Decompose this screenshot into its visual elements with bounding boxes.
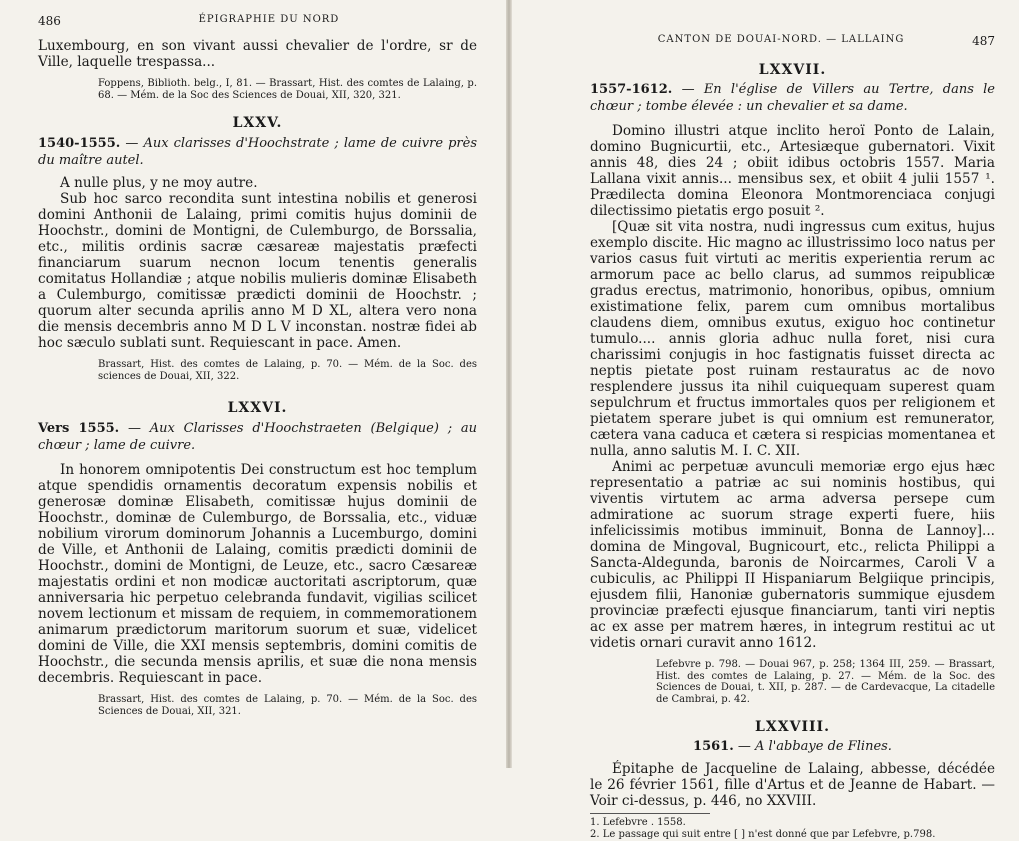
left-page (0, 0, 505, 768)
footnote-separator (590, 813, 710, 814)
entry-76-ref: Brassart, Hist. des comtes de Lalaing, p. 70. — Mém. de la Soc. des Sciences de Douai, XII, 321. (98, 694, 477, 717)
entry-77-date: 1557-1612. (590, 82, 673, 97)
left-page-number: 486 (38, 14, 61, 28)
entry-75-location: — Aux clarisses d'Hoochstrate ; lame de cuivre près du maître autel. (38, 136, 477, 168)
entry-77-location: — En l'église de Villers au Tertre, dans le chœur ; tombe élevée : un chevalier et sa dame. (590, 82, 996, 114)
continued-text: Luxembourg, en son vivant aussi chevalier de l'ordre, sr de Ville, laquelle trespassa... (38, 38, 477, 70)
entry-75-date: 1540-1555. (38, 136, 121, 151)
entry-76-text: In honorem omnipotentis Dei constructum est hoc templum atque spendidis ornamentis decoratum expensis nobilis et generosæ dominæ Elisabeth, comitissæ hujus dominii de Hoochstr., dominæ de Culemburgo, de Borssalia, etc., viduæ nobilium virorum dominorum Johannis a Lucemburgo, domini de Ville, et Anthonii de Lalaing, comitis prædicti dominii de Hoochstr., domini de Montigni, de Leuze, etc., sacro Cæsareæ majestatis ordini et non modicæ auctoritati ascriptorum, quæ anniversaria hic perpetuo celebranda fundavit, vigilias scilicet novem lectionum et missam de requiem, in commemorationem animarum prædictorum maritorum suorum et suæ, videlicet domini de Ville, die XXI mensis septembris, domini comitis de Hoochstr., die secunda mensis aprilis, et suæ die nona mensis decembris. Requiescant in pace. (38, 462, 477, 686)
entry-77-ref: Lefebvre p. 798. — Douai 967, p. 258; 1364 III, 259. — Brassart, Hist. des comtes de Lalaing, p. 27. — Mém. de la Soc. des Sciences de Douai, t. XII, p. 287. — de Cardevacque, La citadelle de Cambrai, p. 42. (656, 659, 995, 705)
footnote-2: 2. Le passage qui suit entre [ ] n'est donné que par Lefebvre, p.798. (590, 829, 936, 840)
entry-78-heading (590, 738, 995, 755)
entry-75-ref: Brassart, Hist. des comtes de Lalaing, p. 70. — Mém. de la Soc. des sciences de Douai, XII, 322. (98, 359, 477, 382)
footnote-1: 1. Lefebvre . 1558. (590, 817, 686, 828)
right-running-head (590, 34, 995, 48)
entry-75-motto: A nulle plus, y ne moy autre. (60, 175, 258, 191)
entry-77-text-2: [Quæ sit vita nostra, nudi ingressus cum exitus, hujus exemplo discite. Hic magno ac illustrissimo loco natus per varios casus fuit virtuti ac meritis experientia rerum ac armorum pace ac bello clarus, ad summos reipublicæ gradus erectus, matrimonio, honoribus, opibus, omnium existimatione felix, parem cum omnibus mortalibus claudens diem, omnibus exutus, exiguo hoc continetur tumulo.... annis gloria adhuc nulla foret, nisi cura charissimi conjugis in hoc fastignatis fuisset directa ac neptis pietate post ruinam restauratus ac de novo resplendere jussus ita nihil cuiquequam superest quam sepulchrum et fructus immortales quos per religionem et pietatem sperare jubet is qui omnium est remunerator, cætera vana caduca et cætera si respicias momentanea et nulla, anno salutis M. I. C. XII. (590, 219, 995, 459)
left-running-title: ÉPIGRAPHIE DU NORD (198, 14, 340, 25)
entry-78-text: Épitaphe de Jacqueline de Lalaing, abbesse, décédée le 26 février 1561, fille d'Artus et de Jeanne de Habart. — Voir ci-dessus, p. 446, no XXVIII. (590, 761, 995, 809)
entry-76-date: Vers 1555. (38, 421, 120, 436)
entry-77-text-3: Animi ac perpetuæ avunculi memoriæ ergo ejus hæc representatio a patriæ ac sui nominis hostibus, qui viventis virtutem ac arma adversa persepe cum admiratione ac suorum strage experti fuere, hiis infelicissimis motibus imminuit, Bonna de Lannoy]... domina de Mingoval, Bugnicourt, etc., relicta Philippi a Sancta-Aldegunda, baronis de Noircarmes, Caroli V a cubiculis, ac Philippi II Hispaniarum Belgiique principis, ejusdem filii, Hanoniæ gubernatoris summique ejusdem provinciæ præfecti ejusque financiarum, tanti viri neptis ac ex asse per matrem hæres, in integrum restitui ac ut videtis ornari curavit anno 1612. (590, 459, 995, 651)
entry-77-number: LXXVII. (758, 62, 827, 78)
entry-75-number: LXXV. (232, 115, 283, 131)
entry-76-heading (38, 420, 477, 454)
right-page (512, 0, 1019, 840)
entry-76-number: LXXVI. (227, 400, 288, 416)
entry-77-heading (590, 81, 995, 115)
continued-ref: Foppens, Biblioth. belg., I, 81. — Brassart, Hist. des comtes de Lalaing, p. 68. — Mém. de la Soc des Sciences de Douai, XII, 320, 321. (98, 78, 477, 101)
entry-78-number: LXXVIII. (755, 719, 830, 735)
entry-78-location: — A l'abbaye de Flines. (737, 739, 892, 754)
entry-77-text-1: Domino illustri atque inclito heroï Ponto de Lalain, domino Bugnicurtii, etc., Artesiæque gubernatori. Vixit annis 48, dies 24 ; obiit idibus octobris 1557. Maria Lallana vixit annis... mensibus sex, et obiit 4 julii 1557 ¹. Prædilecta domina Eleonora Montmorenciaca conjugi dilectissimo pietatis ergo posuit ². (590, 123, 995, 219)
entry-75-heading (38, 135, 477, 169)
left-running-head (38, 14, 477, 28)
right-page-number: 487 (972, 34, 995, 48)
entry-78-date: 1561. (693, 739, 734, 754)
entry-76-location: — Aux Clarisses d'Hoochstraeten (Belgique) ; au chœur ; lame de cuivre. (38, 421, 477, 453)
right-running-title: CANTON DE DOUAI-NORD. — LALLAING (657, 34, 905, 45)
entry-75-text: Sub hoc sarco recondita sunt intestina nobilis et generosi domini Anthonii de Lalaing, primi comitis hujus dominii de Hoochstr., domini de Montigni, de Culemburgo, de Borssalia, etc., militis ordinis sacræ cæsareæ majestatis præfecti financiarum suarum necnon locum tenentis generalis comitatus Hollandiæ ; atque nobilis mulieris dominæ Elisabeth a Culemburgo, comitissæ prædicti dominii de Hoochstr. ; quorum alter secunda aprilis anno M D XL, altera vero nona die mensis decembris anno M D L V inconstan. nostræ fidei ab hoc sæculo sublati sunt. Requiescant in pace. Amen. (38, 191, 477, 351)
